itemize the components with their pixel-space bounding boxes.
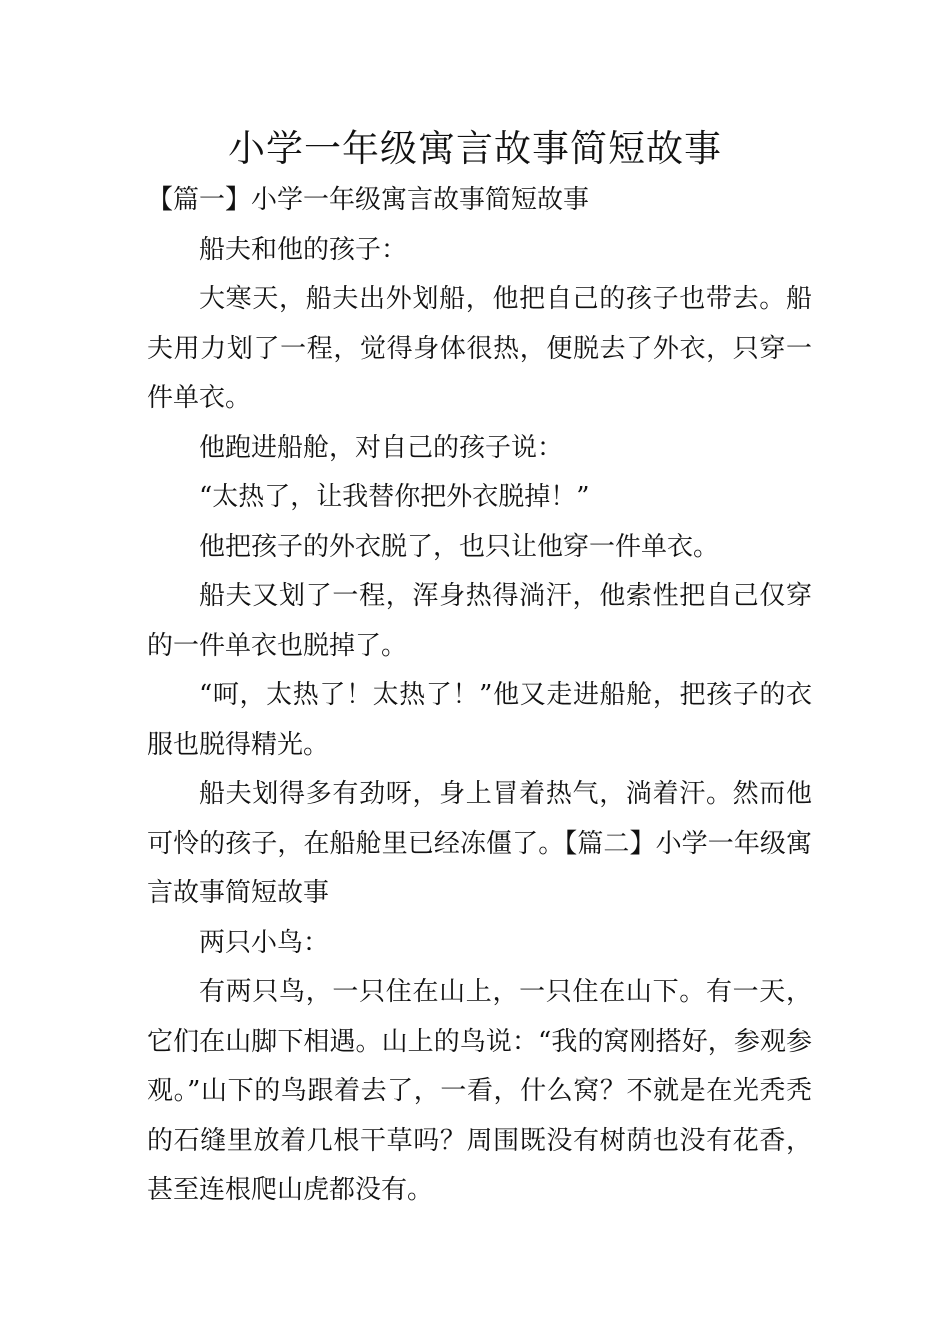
paragraph: 船夫又划了一程，浑身热得淌汗，他索性把自己仅穿的一件单衣也脱掉了。 <box>147 581 812 661</box>
story-title-1: 船夫和他的孩子： <box>199 234 408 265</box>
story-title-2: 两只小鸟： <box>199 927 330 958</box>
paragraph: 大寒天，船夫出外划船，他把自己的孩子也带去。船夫用力划了一程，觉得身体很热，便脱去了外衣，只穿一件单衣。 <box>147 284 812 413</box>
document-title: 小学一年级寓言故事简短故事 <box>228 127 722 170</box>
paragraph: 他跑进船舱，对自己的孩子说： <box>199 432 564 463</box>
paragraph: “呵，太热了！太热了！”他又走进船舱，把孩子的衣服也脱得精光。 <box>147 680 812 760</box>
paragraph: 他把孩子的外衣脱了，也只让他穿一件单衣。 <box>199 531 720 562</box>
paragraph: “太热了，让我替你把外衣脱掉！” <box>199 482 590 512</box>
document-body <box>147 176 812 1216</box>
paragraph: 船夫划得多有劲呀，身上冒着热气，淌着汗。然而他可怜的孩子，在船舱里已经冻僵了。【篇二】小学一年级寓言故事简短故事 <box>147 779 812 908</box>
paragraph: 有两只鸟，一只住在山上，一只住在山下。有一天，它们在山脚下相遇。山上的鸟说：“我的窝刚搭好，参观参观。”山下的鸟跟着去了，一看，什么窝？不就是在光秃秃的石缝里放着几根干草吗？周围既没有树荫也没有花香，甚至连根爬山虎都没有。 <box>147 977 812 1205</box>
section-heading-1: 【篇一】小学一年级寓言故事简短故事 <box>147 185 590 215</box>
